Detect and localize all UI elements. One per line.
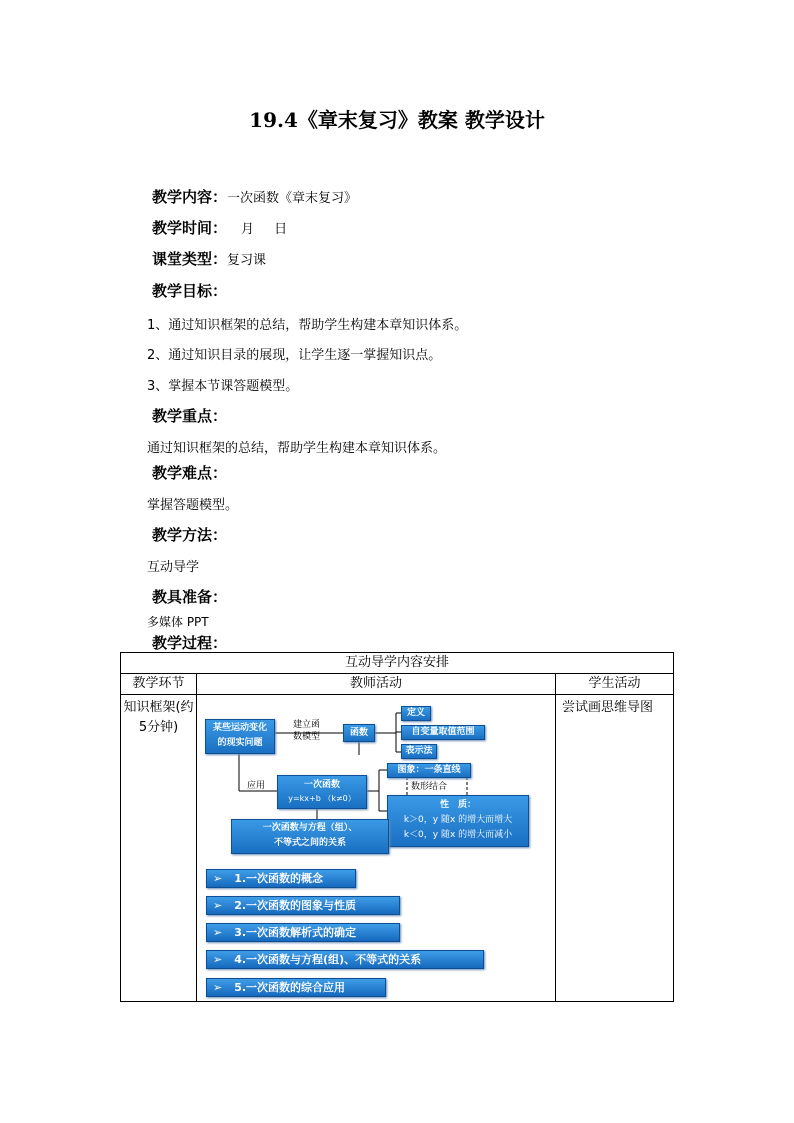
combine-label: 数形结合 — [411, 782, 448, 792]
header-teacher: 教师活动 — [197, 674, 556, 695]
stage-cell: 知识框架(约5分钟) — [121, 695, 197, 1002]
field-type: 课堂类型：复习课 — [152, 250, 267, 268]
knowledge-diagram — [197, 695, 555, 1001]
arrow-icon: ➢ — [213, 953, 223, 966]
domain-box: 自变量取值范围 — [401, 725, 485, 740]
tools-text: 多媒体 PPT — [147, 615, 209, 629]
function-box: 函数 — [343, 724, 375, 742]
teacher-cell — [197, 695, 556, 1002]
header-stage: 教学环节 — [121, 674, 197, 695]
table-title: 互动导学内容安排 — [121, 653, 674, 674]
difficulty-text: 掌握答题模型。 — [147, 498, 239, 513]
key-point-text: 通过知识框架的总结，帮助学生构建本章知识体系。 — [147, 441, 447, 456]
definition-box: 定义 — [401, 706, 431, 721]
key-point-heading: 教学重点： — [152, 407, 228, 425]
goal-item: 2、通过知识目录的展现，让学生逐一掌握知识点。 — [147, 348, 442, 363]
goal-item: 3、掌握本节课答题模型。 — [147, 379, 299, 394]
topic-bar-5: ➢ 5.一次函数的综合应用 — [206, 978, 386, 997]
arrow-icon: ➢ — [213, 926, 223, 939]
student-cell: 尝试画思维导图 — [555, 695, 673, 1002]
process-table — [120, 652, 674, 1002]
difficulty-heading: 教学难点： — [152, 464, 228, 482]
arrow-icon: ➢ — [213, 872, 223, 885]
linear-function-box: 一次函数 y=kx+b （k≠0） — [277, 775, 367, 809]
method-text: 互动导学 — [147, 560, 200, 575]
tools-heading: 教具准备： — [152, 588, 228, 606]
relation-box: 一次函数与方程（组）、 不等式之间的关系 — [231, 819, 389, 854]
method-heading: 教学方法： — [152, 526, 228, 544]
topic-bar-1: ➢ 1.一次函数的概念 — [206, 869, 356, 888]
graph-box: 图象：一条直线 — [387, 763, 471, 778]
page-title: 19.4《章末复习》教案 教学设计 — [249, 108, 545, 132]
build-model-label: 建立函 数模型 — [293, 720, 321, 742]
topic-bar-3: ➢ 3.一次函数解析式的确定 — [206, 923, 400, 942]
real-problem-box: 某些运动变化 的现实问题 — [205, 719, 275, 754]
apply-label: 应用 — [247, 781, 266, 791]
arrow-icon: ➢ — [213, 981, 223, 994]
field-content: 教学内容：一次函数《章末复习》 — [152, 188, 358, 206]
goal-item: 1、通过知识框架的总结，帮助学生构建本章知识体系。 — [147, 318, 468, 333]
arrow-icon: ➢ — [213, 899, 223, 912]
field-time: 教学时间： 月 日 — [152, 219, 288, 237]
header-student: 学生活动 — [555, 674, 673, 695]
topic-bar-4: ➢ 4.一次函数与方程(组)、不等式的关系 — [206, 950, 484, 969]
representation-box: 表示法 — [401, 744, 437, 759]
topic-bar-2: ➢ 2.一次函数的图象与性质 — [206, 896, 400, 915]
property-box: 性 质： k＞0，y 随x 的增大而增大 k＜0，y 随x 的增大而减小 — [387, 795, 529, 847]
goals-heading: 教学目标： — [152, 282, 228, 300]
process-heading: 教学过程： — [152, 634, 228, 652]
